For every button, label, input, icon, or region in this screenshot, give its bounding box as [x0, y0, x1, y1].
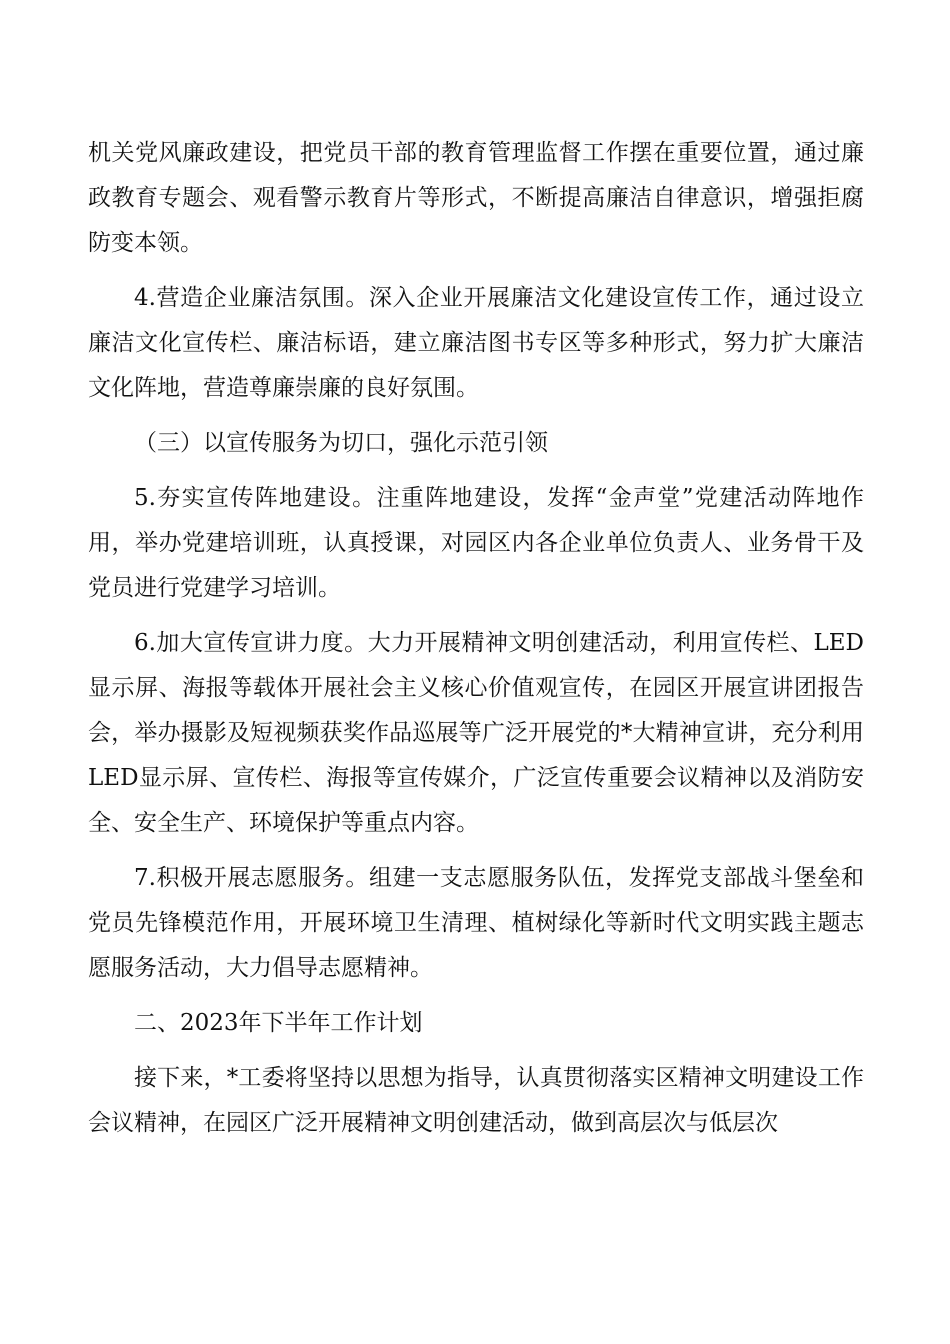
section-heading-2: 二、2023年下半年工作计划	[134, 1010, 423, 1036]
paragraph-plan-intro: 接下来，*工委将坚持以思想为指导，认真贯彻落实区精神文明建设工作会议精神，在园区广泛开展精神文明创建活动，做到高层次与低层次	[88, 1065, 864, 1136]
paragraph-item-4: 4.营造企业廉洁氛围。深入企业开展廉洁文化建设宣传工作，通过设立廉洁文化宣传栏、廉洁标语，建立廉洁图书专区等多种形式，努力扩大廉洁文化阵地，营造尊廉崇廉的良好氛围。	[88, 285, 864, 401]
paragraph-item-5: 5.夯实宣传阵地建设。注重阵地建设，发挥“金声堂”党建活动阵地作用，举办党建培训班，认真授课，对园区内各企业单位负责人、业务骨干及党员进行党建学习培训。	[88, 485, 864, 601]
paragraph-item-6: 6.加大宣传宣讲力度。大力开展精神文明创建活动，利用宣传栏、LED显示屏、海报等载体开展社会主义核心价值观宣传，在园区开展宣讲团报告会，举办摄影及短视频获奖作品巡展等广泛开展党的*大精神宣讲，充分利用LED显示屏、宣传栏、海报等宣传媒介，广泛宣传重要会议精神以及消防安全、安全生产、环境保护等重点内容。	[88, 630, 864, 836]
paragraph-item-7: 7.积极开展志愿服务。组建一支志愿服务队伍，发挥党支部战斗堡垒和党员先锋模范作用，开展环境卫生清理、植树绿化等新时代文明实践主题志愿服务活动，大力倡导志愿精神。	[88, 865, 864, 981]
document-body	[88, 131, 864, 1156]
section-heading-3: （三）以宣传服务为切口，强化示范引领	[134, 430, 548, 456]
paragraph-continuation: 机关党风廉政建设，把党员干部的教育管理监督工作摆在重要位置，通过廉政教育专题会、观看警示教育片等形式，不断提高廉洁自律意识，增强拒腐防变本领。	[88, 140, 864, 256]
